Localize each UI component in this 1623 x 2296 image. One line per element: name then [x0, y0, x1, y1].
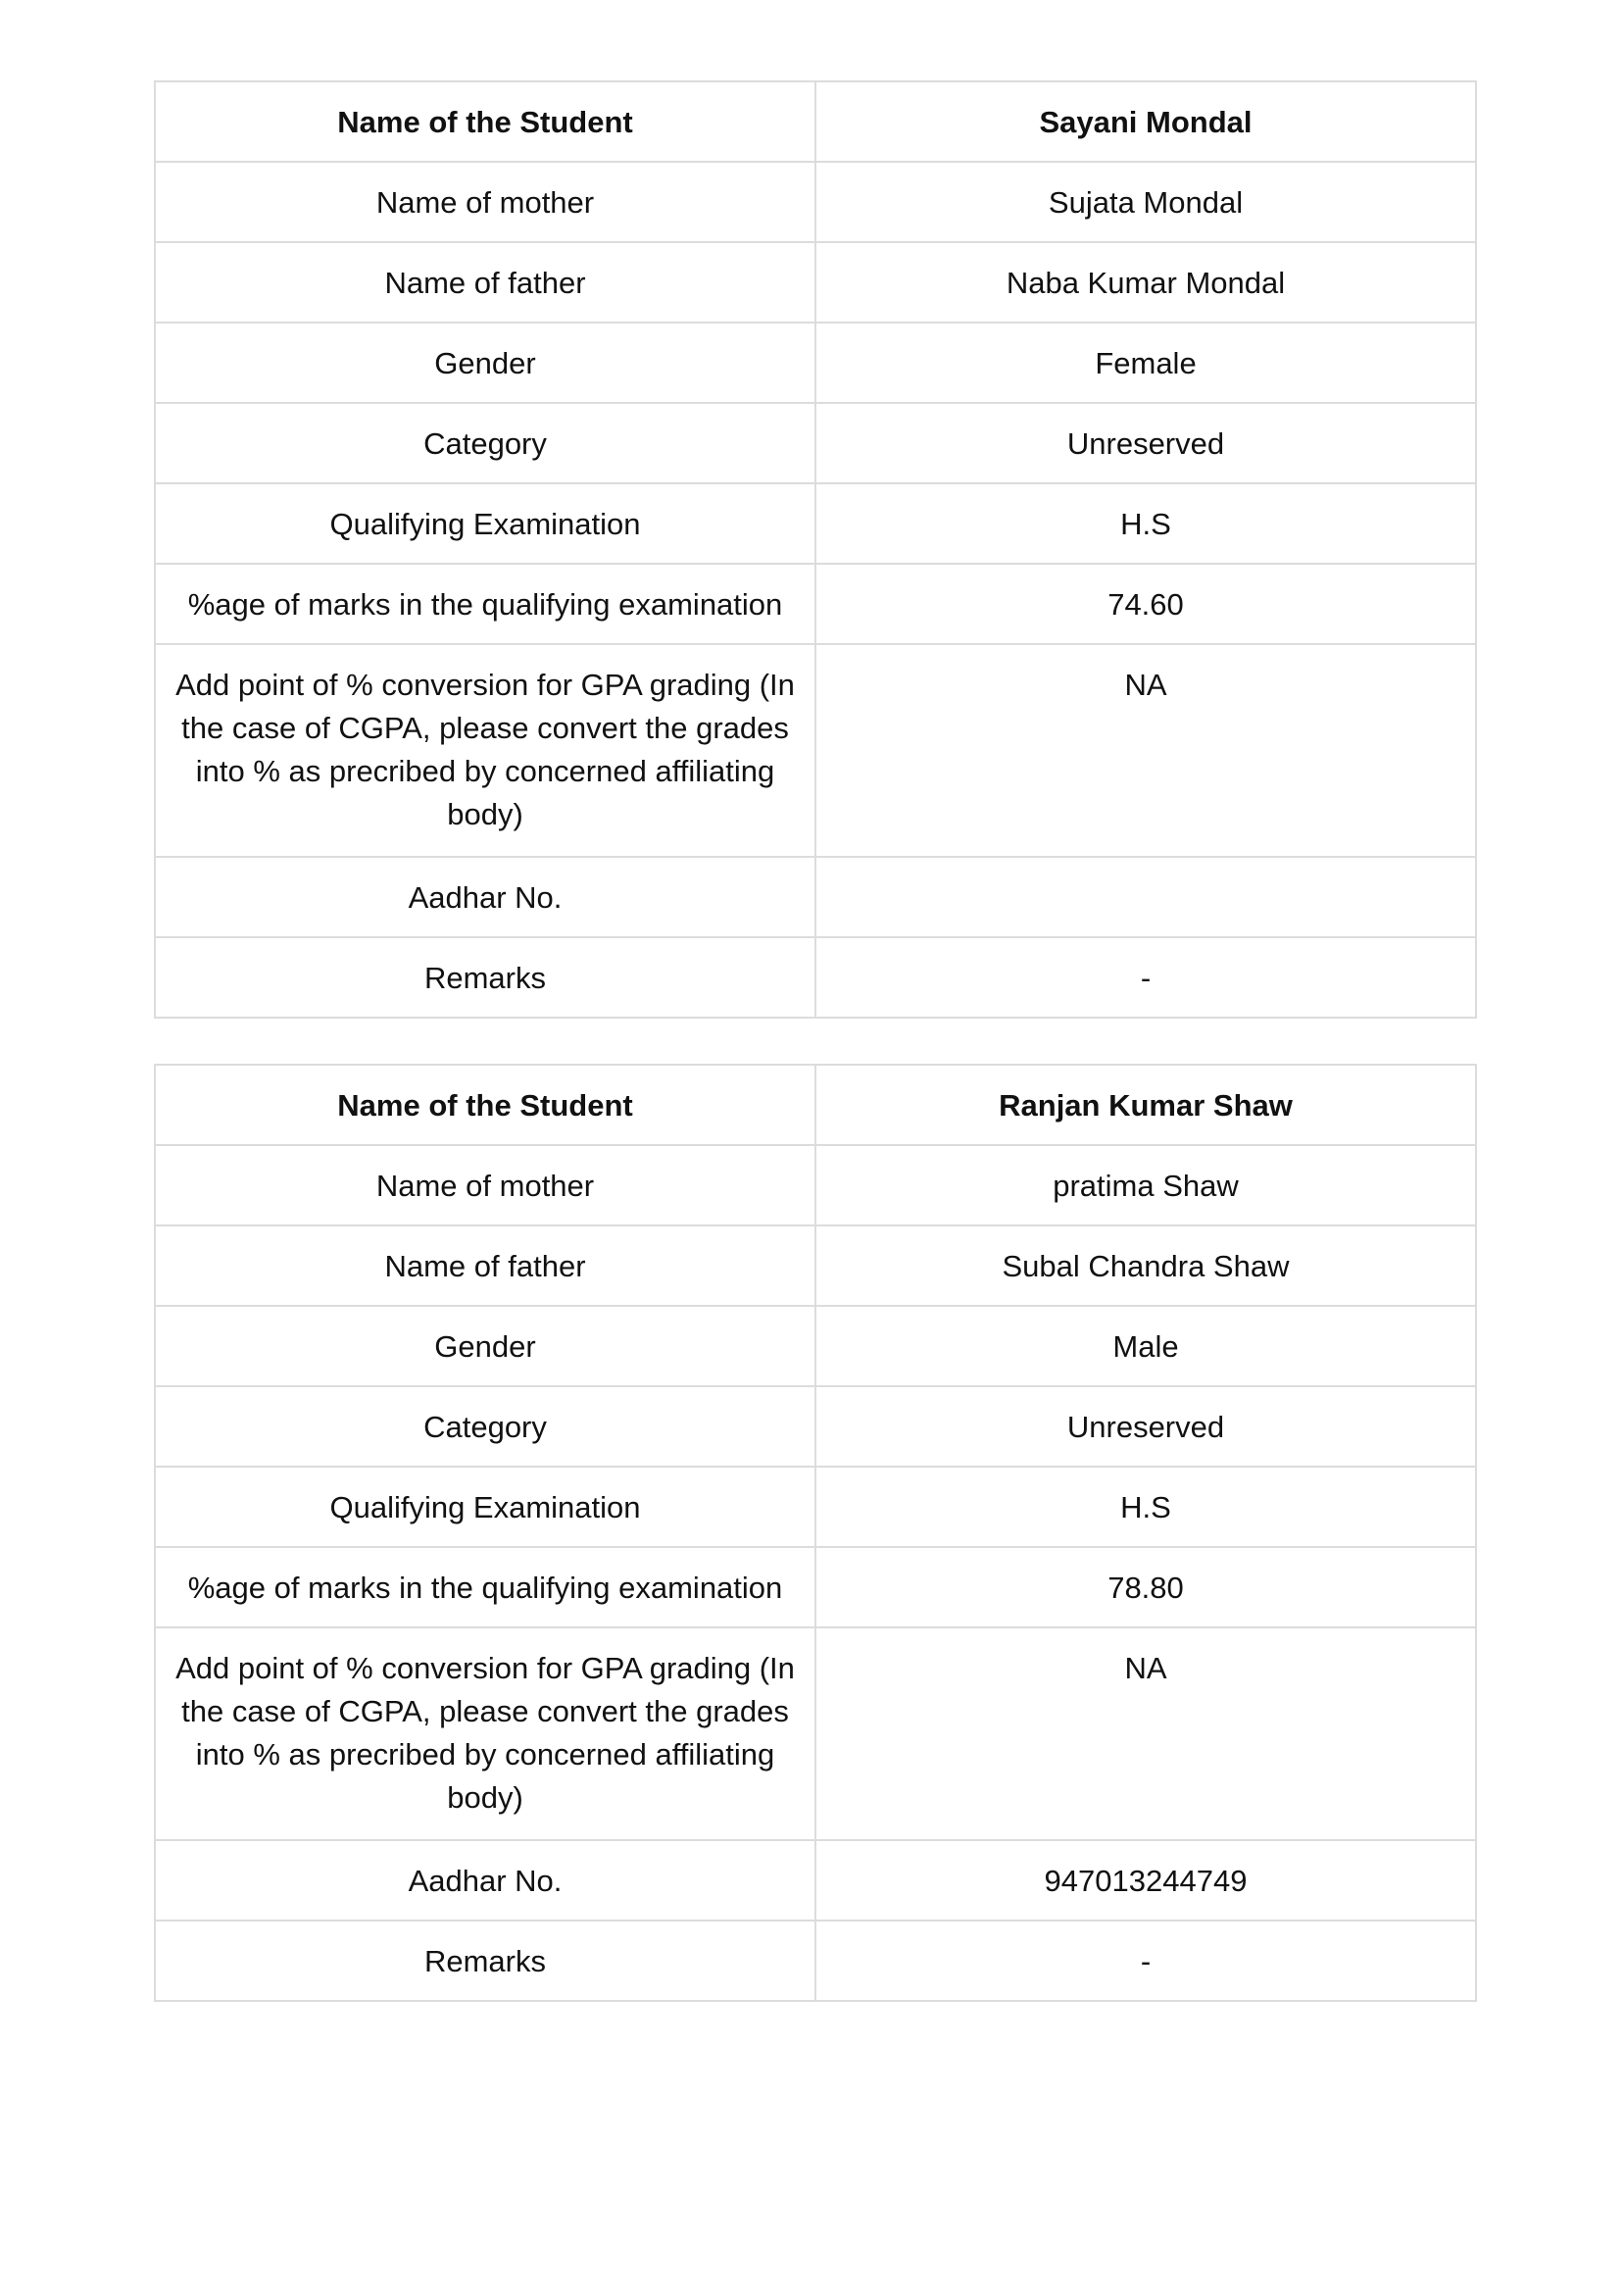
- table-row: [155, 1306, 1476, 1386]
- row-label: Name of mother: [155, 1145, 815, 1225]
- student-name: Ranjan Kumar Shaw: [815, 1065, 1476, 1145]
- row-label: Aadhar No.: [155, 857, 815, 937]
- table-row: [155, 1386, 1476, 1467]
- row-value: Female: [815, 323, 1476, 403]
- row-label: Name of father: [155, 242, 815, 323]
- row-label: Add point of % conversion for GPA grading (In the case of CGPA, please convert the grades into % as precribed by concerned affiliating body): [155, 1627, 815, 1840]
- student-table-2: [154, 1064, 1477, 2002]
- row-label: Aadhar No.: [155, 1840, 815, 1921]
- table-row: [155, 483, 1476, 564]
- table-row: [155, 937, 1476, 1018]
- row-value: H.S: [815, 1467, 1476, 1547]
- table-row: [155, 1467, 1476, 1547]
- header-label: Name of the Student: [155, 81, 815, 162]
- row-value: [815, 857, 1476, 937]
- table-row: [155, 403, 1476, 483]
- table-row: [155, 323, 1476, 403]
- header-label: Name of the Student: [155, 1065, 815, 1145]
- row-value: 74.60: [815, 564, 1476, 644]
- row-label: Category: [155, 403, 815, 483]
- student-table-1: [154, 80, 1477, 1019]
- student-name: Sayani Mondal: [815, 81, 1476, 162]
- table-row: [155, 162, 1476, 242]
- table-row: [155, 564, 1476, 644]
- row-label: Qualifying Examination: [155, 483, 815, 564]
- row-value: Subal Chandra Shaw: [815, 1225, 1476, 1306]
- row-label: Category: [155, 1386, 815, 1467]
- row-label: Qualifying Examination: [155, 1467, 815, 1547]
- row-value: Male: [815, 1306, 1476, 1386]
- row-value: 947013244749: [815, 1840, 1476, 1921]
- row-label: Remarks: [155, 1921, 815, 2001]
- row-label: Gender: [155, 323, 815, 403]
- row-label: Name of mother: [155, 162, 815, 242]
- row-value: 78.80: [815, 1547, 1476, 1627]
- table-row: [155, 1145, 1476, 1225]
- table-row: [155, 242, 1476, 323]
- table-row: [155, 1225, 1476, 1306]
- table-header-row: [155, 1065, 1476, 1145]
- row-value: Unreserved: [815, 403, 1476, 483]
- row-label: %age of marks in the qualifying examination: [155, 564, 815, 644]
- row-label: Add point of % conversion for GPA grading (In the case of CGPA, please convert the grades into % as precribed by concerned affiliating body): [155, 644, 815, 857]
- row-value: NA: [815, 644, 1476, 857]
- table-row: [155, 1840, 1476, 1921]
- table-row: [155, 1627, 1476, 1840]
- row-value: Sujata Mondal: [815, 162, 1476, 242]
- row-label: Remarks: [155, 937, 815, 1018]
- table-row: [155, 857, 1476, 937]
- table-row: [155, 644, 1476, 857]
- row-value: Naba Kumar Mondal: [815, 242, 1476, 323]
- row-value: NA: [815, 1627, 1476, 1840]
- row-label: Name of father: [155, 1225, 815, 1306]
- row-value: -: [815, 937, 1476, 1018]
- row-value: Unreserved: [815, 1386, 1476, 1467]
- row-label: Gender: [155, 1306, 815, 1386]
- table-row: [155, 1547, 1476, 1627]
- row-value: H.S: [815, 483, 1476, 564]
- row-value: -: [815, 1921, 1476, 2001]
- table-row: [155, 1921, 1476, 2001]
- table-header-row: [155, 81, 1476, 162]
- row-label: %age of marks in the qualifying examination: [155, 1547, 815, 1627]
- row-value: pratima Shaw: [815, 1145, 1476, 1225]
